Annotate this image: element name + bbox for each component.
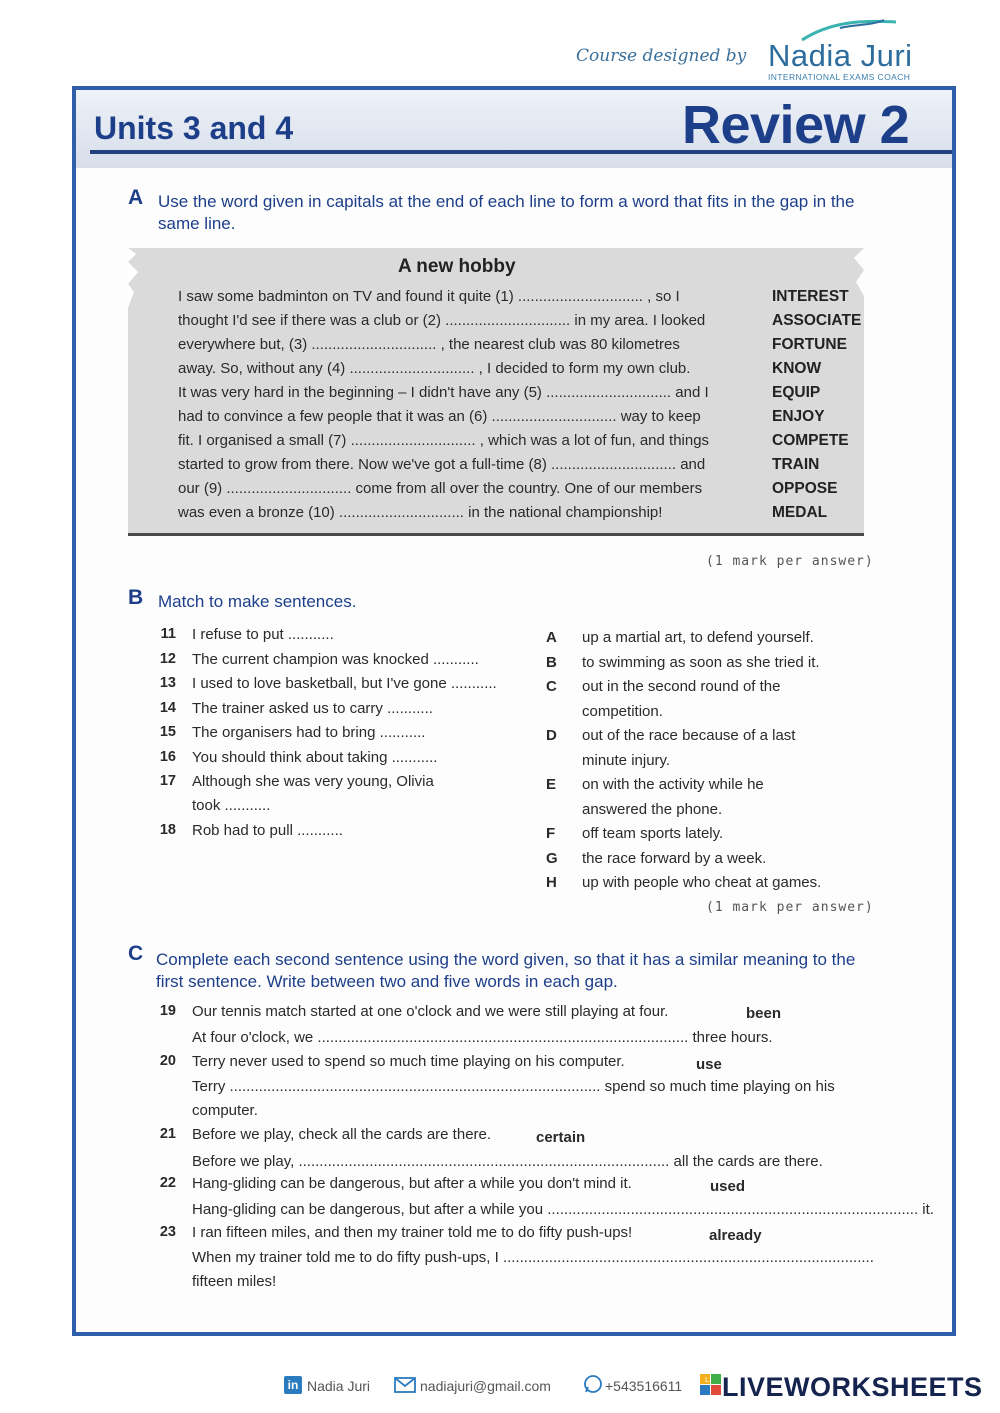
unit-title: Units 3 and 4 bbox=[94, 110, 294, 146]
item-stem: The trainer asked us to carry ........... bbox=[192, 700, 433, 717]
footer-bar bbox=[0, 1368, 1000, 1408]
option-text: out of the race because of a last bbox=[582, 727, 796, 744]
item-stem: You should think about taking ........... bbox=[192, 749, 438, 766]
second-sentence-continued: computer. bbox=[192, 1102, 258, 1119]
root-word: ASSOCIATE bbox=[772, 312, 862, 329]
root-word: INTEREST bbox=[772, 288, 849, 305]
second-sentence: Before we play, ......................................................................................... all the cards are there. bbox=[192, 1153, 823, 1170]
option-text-continued: competition. bbox=[582, 703, 663, 720]
brand-tagline: Course designed by bbox=[576, 46, 747, 66]
marks-note-a: (1 mark per answer) bbox=[706, 554, 874, 569]
second-sentence: At four o'clock, we ......................................................................................... three hours. bbox=[192, 1029, 773, 1046]
option-letter: F bbox=[546, 825, 556, 842]
mail-icon[interactable] bbox=[394, 1377, 416, 1393]
option-letter: E bbox=[546, 776, 557, 793]
phone-number[interactable]: +543516611 bbox=[605, 1378, 683, 1394]
item-number: 19 bbox=[159, 1003, 176, 1019]
option-text-continued: minute injury. bbox=[582, 752, 671, 769]
option-text: off team sports lately. bbox=[582, 825, 724, 842]
option-letter: A bbox=[546, 629, 557, 646]
section-c-letter: C bbox=[128, 942, 144, 965]
section-b-letter: B bbox=[128, 586, 144, 609]
passage-line: thought I'd see if there was a club or (2) .............................. in my area. I looked bbox=[178, 312, 706, 329]
root-word: TRAIN bbox=[772, 456, 820, 473]
item-stem: I refuse to put ........... bbox=[192, 626, 334, 643]
first-sentence: I ran fifteen miles, and then my trainer told me to do fifty push-ups! bbox=[192, 1224, 633, 1241]
item-number: 16 bbox=[159, 749, 176, 765]
liveworksheets-wordmark: LIVEWORKSHEETS bbox=[722, 1372, 983, 1402]
root-word: ENJOY bbox=[772, 408, 825, 425]
second-sentence-continued: fifteen miles! bbox=[192, 1273, 277, 1290]
first-sentence: Our tennis match started at one o'clock and we were still playing at four. bbox=[192, 1003, 669, 1020]
option-letter: D bbox=[546, 727, 557, 744]
first-sentence: Before we play, check all the cards are there. bbox=[192, 1126, 492, 1143]
key-word: used bbox=[710, 1178, 746, 1195]
section-b-instruction: Match to make sentences. bbox=[158, 592, 357, 611]
linkedin-name[interactable]: Nadia Juri bbox=[307, 1378, 371, 1394]
root-word: COMPETE bbox=[772, 432, 849, 449]
item-number: 21 bbox=[159, 1126, 176, 1142]
key-word: already bbox=[709, 1227, 762, 1244]
item-stem: Although she was very young, Olivia bbox=[192, 773, 434, 790]
option-letter: B bbox=[546, 654, 557, 671]
item-number: 14 bbox=[159, 700, 176, 716]
root-word: MEDAL bbox=[772, 504, 828, 521]
item-stem: The organisers had to bring ........... bbox=[192, 724, 426, 741]
item-stem: The current champion was knocked ........... bbox=[192, 651, 479, 668]
section-c-instruction: Complete each second sentence using the word given, so that it has a similar meaning to the bbox=[156, 950, 856, 969]
root-word: KNOW bbox=[772, 360, 822, 377]
item-number: 12 bbox=[159, 651, 176, 667]
passage-line: was even a bronze (10) .............................. in the national championship! bbox=[178, 504, 663, 521]
first-sentence: Terry never used to spend so much time playing on his computer. bbox=[192, 1053, 625, 1070]
section-a-instruction-line2: same line. bbox=[158, 214, 236, 233]
liveworksheets-logo-icon bbox=[700, 1374, 722, 1396]
item-number: 18 bbox=[159, 822, 176, 838]
root-word: EQUIP bbox=[772, 384, 821, 401]
item-stem-continued: took ........... bbox=[192, 797, 271, 814]
item-number: 22 bbox=[159, 1175, 176, 1191]
logo-letter: L bbox=[705, 1376, 709, 1384]
brand-subtitle: INTERNATIONAL EXAMS COACH bbox=[768, 72, 911, 82]
option-text: on with the activity while he bbox=[582, 776, 764, 793]
passage-line: our (9) .............................. come from all over the country. One of our members bbox=[178, 480, 703, 497]
option-text-continued: answered the phone. bbox=[582, 801, 723, 818]
key-word: certain bbox=[536, 1129, 586, 1146]
second-sentence: Hang-gliding can be dangerous, but after a while you ......................................................................................... it. bbox=[192, 1201, 934, 1218]
option-text: the race forward by a week. bbox=[582, 850, 767, 867]
root-word: FORTUNE bbox=[772, 336, 847, 353]
option-text: up with people who cheat at games. bbox=[582, 874, 822, 891]
second-sentence: Terry ......................................................................................... spend so much time playing on his bbox=[192, 1078, 835, 1095]
passage-line: I saw some badminton on TV and found it quite (1) .............................. , so I bbox=[178, 288, 680, 305]
passage-line: started to grow from there. Now we've got a full-time (8) .............................. and bbox=[178, 456, 706, 473]
item-number: 11 bbox=[160, 626, 176, 642]
passage-title: A new hobby bbox=[398, 256, 516, 277]
item-number: 23 bbox=[159, 1224, 176, 1240]
passage-line: It was very hard in the beginning – I didn't have any (5) .............................. and I bbox=[178, 384, 709, 401]
option-letter: C bbox=[546, 678, 557, 695]
item-stem: Rob had to pull ........... bbox=[192, 822, 343, 839]
section-a-instruction: Use the word given in capitals at the end of each line to form a word that fits in the gap in the bbox=[158, 192, 855, 211]
passage-line: away. So, without any (4) .............................. , I decided to form my own club. bbox=[178, 360, 691, 377]
linkedin-icon[interactable]: in bbox=[284, 1376, 302, 1394]
option-text: up a martial art, to defend yourself. bbox=[582, 629, 814, 646]
passage-line: fit. I organised a small (7) .............................. , which was a lot of fun, and things bbox=[178, 432, 710, 449]
second-sentence: When my trainer told me to do fifty push-ups, I ......................................................................................... bbox=[192, 1249, 874, 1266]
worksheet-page bbox=[72, 86, 956, 1336]
brand-name: Nadia Juri bbox=[768, 38, 913, 73]
option-text: out in the second round of the bbox=[582, 678, 781, 695]
email-address[interactable]: nadiajuri@gmail.com bbox=[420, 1378, 551, 1394]
whatsapp-icon[interactable] bbox=[583, 1374, 603, 1394]
item-number: 17 bbox=[159, 773, 176, 789]
section-c-instruction-line2: first sentence. Write between two and five words in each gap. bbox=[156, 972, 618, 991]
item-number: 20 bbox=[159, 1053, 176, 1069]
brand-header bbox=[560, 18, 960, 88]
option-text: to swimming as soon as she tried it. bbox=[582, 654, 820, 671]
key-word: use bbox=[696, 1056, 722, 1073]
option-letter: G bbox=[546, 850, 558, 867]
option-letter: H bbox=[546, 874, 557, 891]
section-a-letter: A bbox=[128, 186, 144, 209]
root-word: OPPOSE bbox=[772, 480, 838, 497]
first-sentence: Hang-gliding can be dangerous, but after a while you don't mind it. bbox=[192, 1175, 632, 1192]
item-number: 15 bbox=[159, 724, 176, 740]
marks-note-b: (1 mark per answer) bbox=[706, 900, 874, 915]
passage-line: had to convince a few people that it was an (6) .............................. way to keep bbox=[178, 408, 701, 425]
item-stem: I used to love basketball, but I've gone ........... bbox=[192, 675, 497, 692]
review-title: Review 2 bbox=[682, 95, 910, 155]
passage-line: everywhere but, (3) .............................. , the nearest club was 80 kilometres bbox=[178, 336, 680, 353]
item-number: 13 bbox=[159, 675, 176, 691]
key-word: been bbox=[746, 1005, 782, 1022]
